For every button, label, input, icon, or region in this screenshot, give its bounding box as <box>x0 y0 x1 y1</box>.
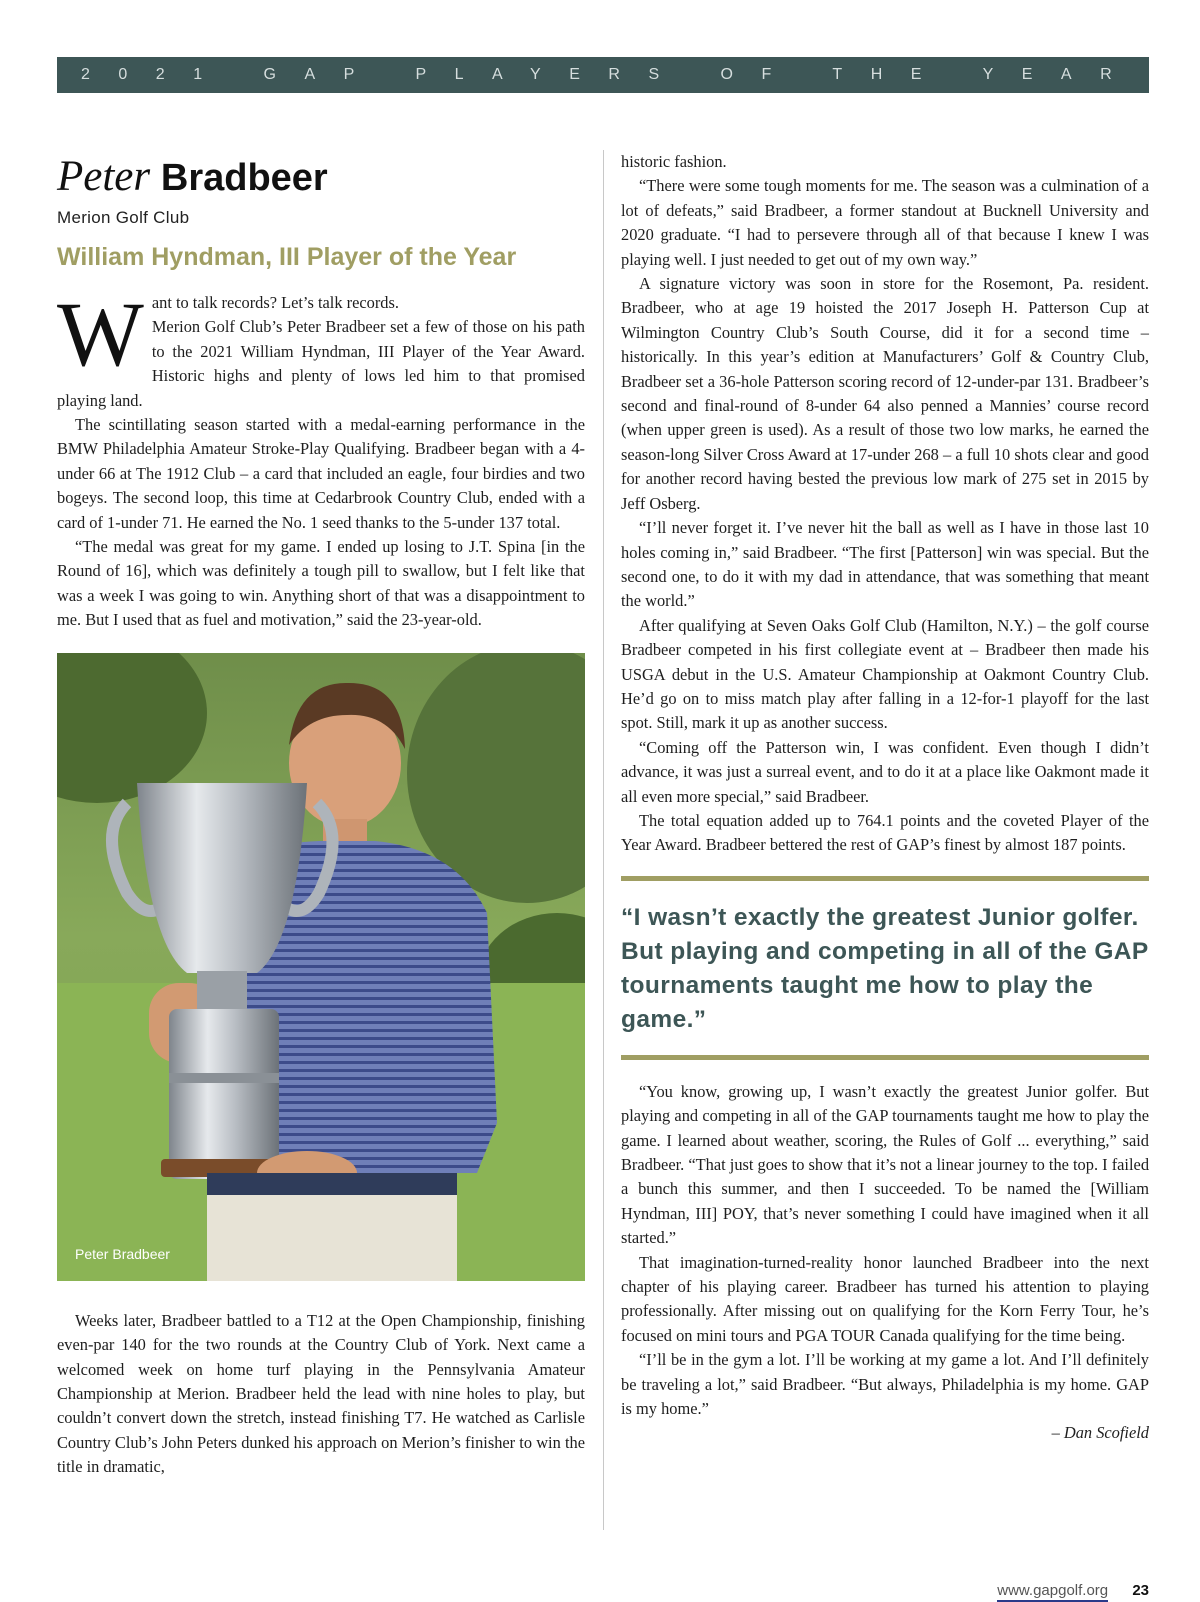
article-paragraph: historic fashion. <box>621 152 727 171</box>
article-paragraph: The total equation added up to 764.1 points and the coveted Player of the Year Award. Bradbeer bettered the rest of GAP’s finest by almost 187 points. <box>621 810 1149 855</box>
player-first-name: Peter <box>57 153 151 200</box>
player-photo <box>57 653 585 1281</box>
article-paragraph: ant to talk records? Let’s talk records. <box>151 293 399 312</box>
byline: – Dan Scofield <box>1051 1423 1149 1443</box>
article-paragraph: “I’ll be in the gym a lot. I’ll be working at my game a lot. And I’ll definitely be traveling a lot,” said Bradbeer. “But always, Philadelphia is my home. GAP is my home.” <box>621 1350 1149 1419</box>
right-column <box>621 150 1149 1446</box>
photo-illustration <box>57 653 585 1281</box>
banner-title: 2021 GAP PLAYERS OF THE YEAR <box>81 66 1141 83</box>
page-number: 23 <box>1132 1582 1149 1599</box>
article-paragraph: Weeks later, Bradbeer battled to a T12 at the Open Championship, finishing even-par 140 for the two rounds at the Country Club of York. Next came a welcomed week on home turf playing in the Pennsylvania Amateur Championship at Merion. Bradbeer held the lead with nine holes to play, but couldn’t convert down the stretch, instead finishing T7. He watched as Carlisle Country Club’s John Peters dunked his approach on Merion’s finisher to win the title in dramatic, <box>57 1310 585 1477</box>
article-paragraph: “You know, growing up, I wasn’t exactly the greatest Junior golfer. But playing and competing in all of the GAP tournaments taught me how to play the game. I learned about weather, scoring, the Rules of Golf ... everything,” said Bradbeer. “That just goes to show that it’s not a linear journey to the top. I failed a bunch this summer, and then I succeeded. To be named the [William Hyndman, III] POY, that’s never something I could have imagined when it all started.” <box>621 1081 1150 1248</box>
article-paragraph: That imagination-turned-reality honor launched Bradbeer into the next chapter of his playing career. Bradbeer has turned his attention to playing professionally. After missing out on qualifying for the Korn Ferry Tour, he’s focused on mini tours and PGA TOUR Canada qualifying for the time being. <box>621 1252 1149 1345</box>
website-link[interactable]: www.gapgolf.org <box>997 1582 1108 1602</box>
article-paragraph: “The medal was great for my game. I ended up losing to J.T. Spina [in the Round of 16], which was definitely a tough pill to swallow, but I felt like that was a week I was going to win. Anything short of that was a disappointment to me. But I used that as fuel and motivation,” said the 23-year-old. <box>57 537 585 630</box>
article-paragraph: “I’ll never forget it. I’ve never hit the ball as well as I have in those last 10 holes coming in,” said Bradbeer. “The first [Patterson] win was special. But the second one, to do it with my dad in attendance, that was something that meant the world.” <box>621 518 1149 611</box>
pull-quote: “I wasn’t exactly the greatest Junior golfer. But playing and competing in all of the GAP tournaments taught me how to play the game.” <box>621 903 1149 1033</box>
article-paragraph: After qualifying at Seven Oaks Golf Club (Hamilton, N.Y.) – the golf course Bradbeer competed in his first collegiate event at – Bradbeer then made his USGA debut in the U.S. Amateur Championship at Oakmont Country Club. He’d go on to miss match play after falling in a 12-for-1 playoff for the last spot. Still, mark it up as another success. <box>621 615 1149 733</box>
page-footer <box>997 1582 1149 1599</box>
player-last-name: Bradbeer <box>160 157 328 199</box>
article-paragraph: “There were some tough moments for me. The season was a culmination of a lot of defeats,” said Bradbeer, a former standout at Bucknell University and 2020 graduate. “I had to persevere through all of that because I knew I was playing well. I just needed to get out of my own way.” <box>621 176 1149 269</box>
award-title: William Hyndman, III Player of the Year <box>57 243 517 271</box>
pull-quote-rule-top <box>621 876 1149 881</box>
photo-caption: Peter Bradbeer <box>75 1246 170 1263</box>
article-paragraph: A signature victory was soon in store for the Rosemont, Pa. resident. Bradbeer, who at age 19 hoisted the 2017 Joseph H. Patterson Cup at Wilmington Country Club’s South Course, did it for a second time – historically. In this year’s edition at Manufacturers’ Golf & Country Club, Bradbeer set a 36-hole Patterson scoring record of 12-under-par 131. Bradbeer’s second and final-round of 8-under 64 also penned a Mannies’ course record (when upper green is used). As a result of those two low marks, he earned the season-long Silver Cross Award at 17-under 268 – a full 10 shots clear and good for another record having bested the previous low mark of 275 set in 2015 by Jeff Osberg. <box>621 274 1149 513</box>
article-paragraph: Merion Golf Club’s Peter Bradbeer set a few of those on his path to the 2021 William Hyndman, III Player of the Year Award. Historic highs and plenty of lows led him to that promised playing land. <box>57 317 585 410</box>
article-paragraph: The scintillating season started with a medal-earning performance in the BMW Philadelphia Amateur Stroke-Play Qualifying. Bradbeer began with a 4-under 66 at The 1912 Club – a card that included an eagle, four birdies and two bogeys. The second loop, this time at Cedarbrook Country Club, ended with a card of 1-under 71. He earned the No. 1 seed thanks to the 5-under 137 total. <box>57 415 585 532</box>
article-paragraph: “Coming off the Patterson win, I was confident. Even though I didn’t advance, it was just a surreal event, and to do it at a place like Oakmont made it all even more special,” said Bradbeer. <box>621 737 1149 806</box>
player-club: Merion Golf Club <box>57 208 190 227</box>
header-banner <box>57 57 1149 93</box>
pull-quote-rule-bottom <box>621 1055 1149 1060</box>
drop-cap: W <box>57 283 144 385</box>
left-column <box>57 150 585 1480</box>
player-name <box>57 152 585 203</box>
column-divider <box>603 150 604 1530</box>
